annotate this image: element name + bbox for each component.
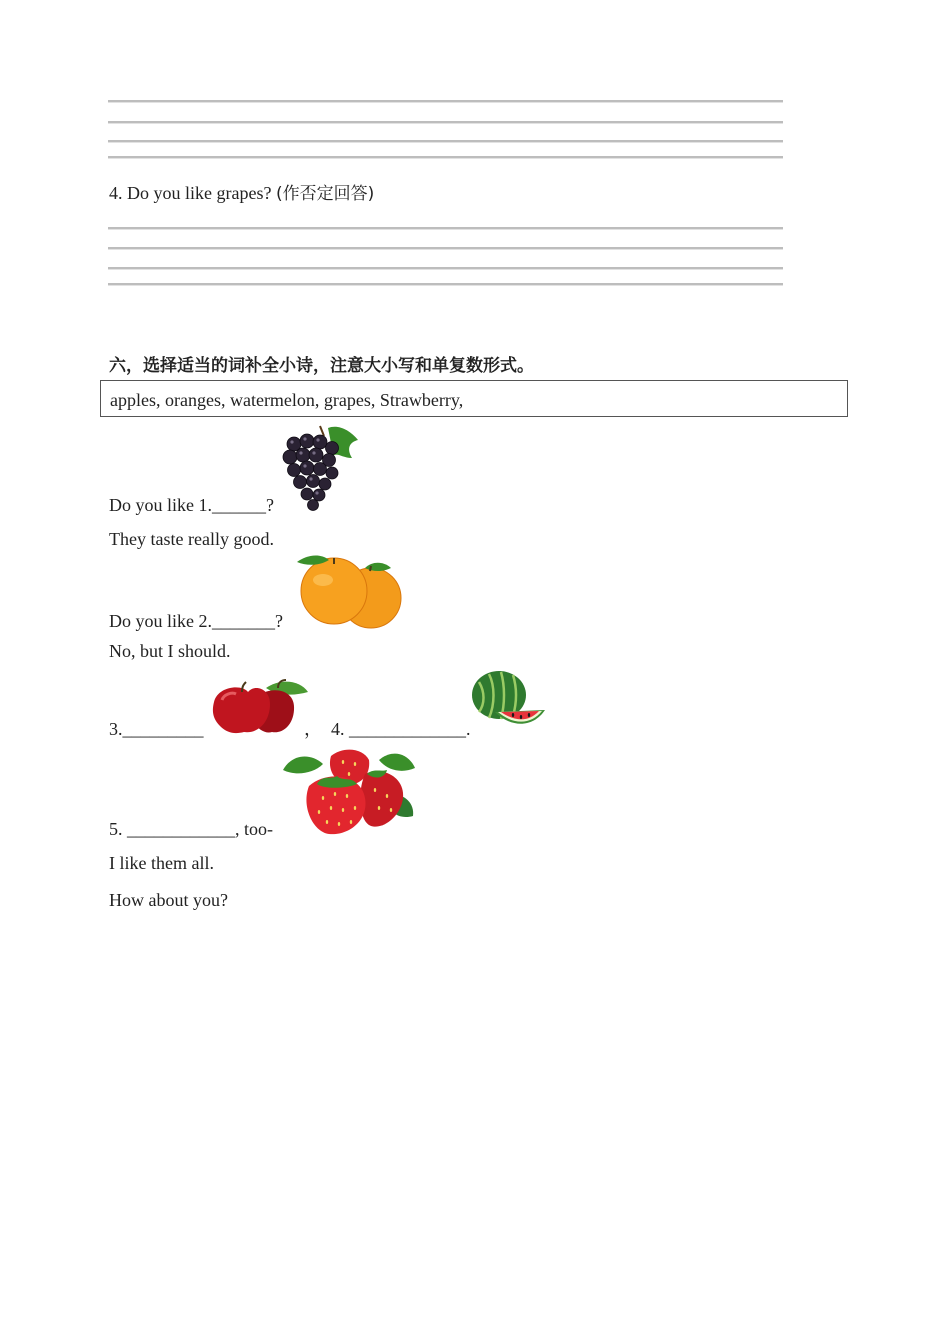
answer-line [108,140,783,143]
watermelon-icon [471,670,547,734]
poem-line-1: Do you like 1.______? [109,495,274,515]
answer-line [108,267,783,270]
grapes-icon [280,422,362,510]
answer-line [108,156,783,159]
question-4-text: 4. Do you like grapes? [109,183,276,203]
question-4-hint: (作否定回答) [275,184,375,204]
answer-line [108,121,783,124]
answer-line [108,100,783,103]
poem-line-3: Do you like 2._______? [109,611,283,631]
poem-line-4: No, but I should. [109,641,231,661]
poem-line-6: 5. ____________, too- [109,819,273,839]
question-4 [109,182,374,205]
poem-blank-3: 3._________ [109,719,204,739]
answer-line [108,283,783,286]
strawberry-icon [283,746,417,836]
poem-line-2: They taste really good. [109,529,274,549]
poem-line-8: How about you? [109,890,228,910]
section-6-heading: 六，选择适当的词补全小诗，注意大小写和单复数形式。 [109,356,534,376]
answer-line [108,227,783,230]
word-bank-box [100,380,848,417]
oranges-icon [293,554,405,628]
poem-blank-4 [331,718,471,740]
poem-line-7: I like them all. [109,853,214,873]
answer-line [108,247,783,250]
poem-comma: ， [304,719,322,739]
poem-blank-4-text: 4. ____________ [331,719,457,739]
poem-blank-4-end: _. [457,719,471,739]
apples-icon [208,678,310,736]
word-bank-text: apples, oranges, watermelon, grapes, Strawberry, [110,390,464,410]
